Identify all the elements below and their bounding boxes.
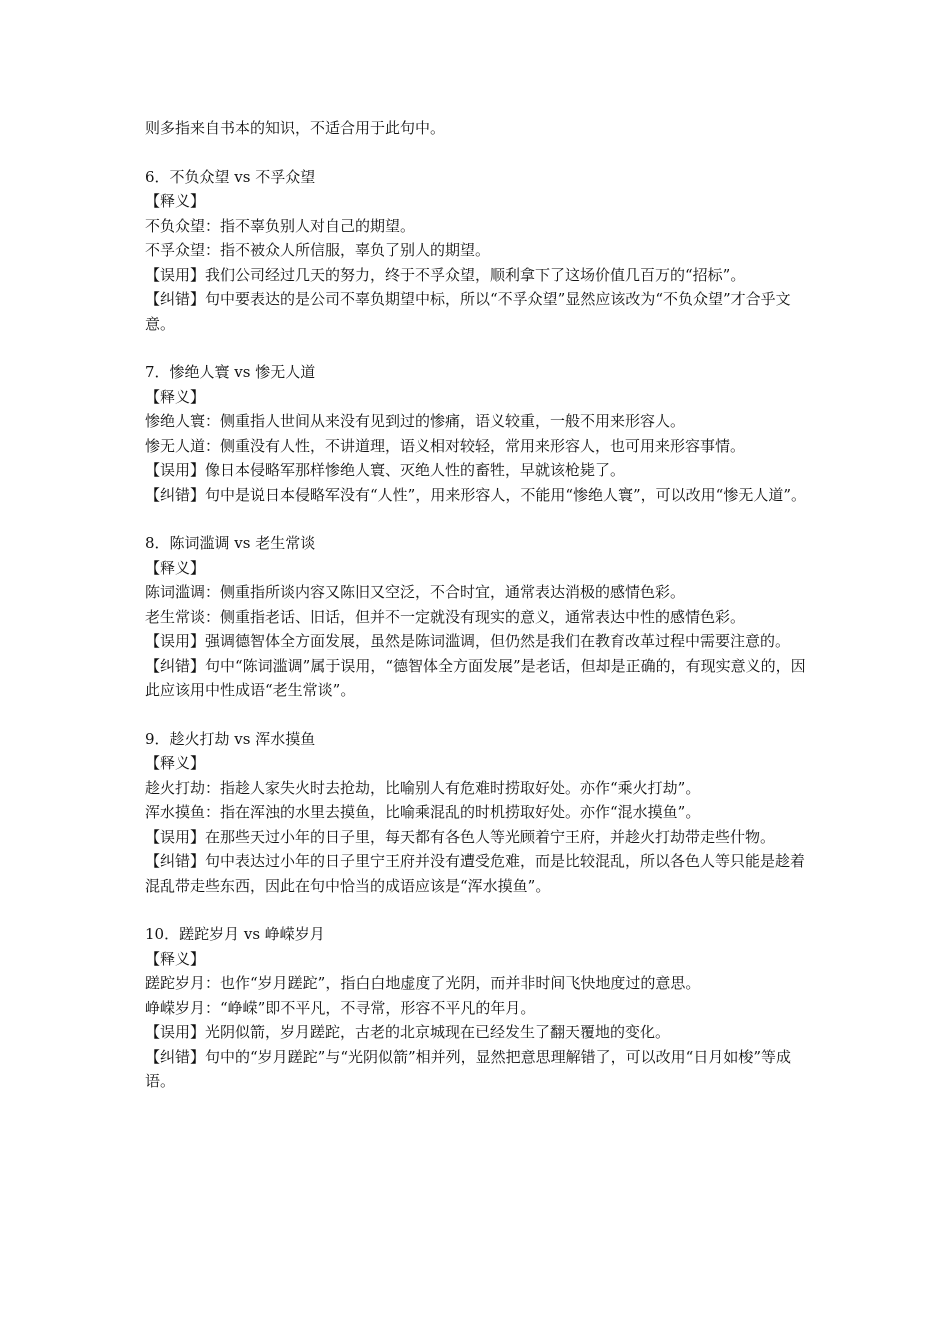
definition: 老生常谈：侧重指老话、旧话，但并不一定就没有现实的意义，通常表达中性的感情色彩。	[145, 607, 746, 626]
definition: 不负众望：指不辜负别人对自己的期望。	[145, 216, 416, 235]
spacer	[145, 898, 810, 922]
entry-10	[145, 922, 810, 1094]
misuse-example: 【误用】光阴似箭，岁月蹉跎，古老的北京城现在已经发生了翻天覆地的变化。	[145, 1023, 671, 1041]
meaning-label: 【释义】	[145, 558, 206, 577]
meaning-label: 【释义】	[145, 192, 206, 210]
entry-9	[145, 727, 810, 899]
meaning-label: 【释义】	[145, 387, 206, 406]
entry-heading: 10．蹉跎岁月 vs 峥嵘岁月	[145, 925, 325, 943]
correction-note: 【纠错】句中要表达的是公司不辜负期望中标，所以“不孚众望”显然应该改为“不负众望”才合乎文意。	[145, 290, 791, 333]
misuse-example: 【误用】强调德智体全方面发展，虽然是陈词滥调，但仍然是我们在教育改革过程中需要注意的。	[145, 632, 791, 650]
entry-8	[145, 531, 810, 703]
definition: 峥嵘岁月：“峥嵘”即不平凡，不寻常，形容不平凡的年月。	[145, 998, 536, 1017]
spacer	[145, 336, 810, 360]
meaning-label: 【释义】	[145, 754, 206, 772]
definition: 不孚众望：指不被众人所信服，辜负了别人的期望。	[145, 241, 491, 259]
misuse-example: 【误用】我们公司经过几天的努力，终于不孚众望，顺利拿下了这场价值几百万的“招标”。	[145, 265, 746, 284]
intro-text: 则多指来自书本的知识，不适合用于此句中。	[145, 119, 446, 137]
definition: 惨绝人寰：侧重指人世间从来没有见到过的惨痛，语义较重，一般不用来形容人。	[145, 412, 686, 430]
definition: 浑水摸鱼：指在浑浊的水里去摸鱼，比喻乘混乱的时机捞取好处。亦作“混水摸鱼”。	[145, 803, 701, 821]
entry-heading: 7．惨绝人寰 vs 惨无人道	[145, 363, 316, 381]
entry-heading: 6．不负众望 vs 不孚众望	[145, 167, 316, 186]
definition: 陈词滥调：侧重指所谈内容又陈旧又空泛，不合时宜，通常表达消极的感情色彩。	[145, 583, 686, 601]
spacer	[145, 703, 810, 727]
entry-7	[145, 360, 810, 507]
correction-note: 【纠错】句中表达过小年的日子里宁王府并没有遭受危难，而是比较混乱，所以各色人等只能是趁着混乱带走些东西，因此在句中恰当的成语应该是“浑水摸鱼”。	[145, 852, 806, 895]
misuse-example: 【误用】像日本侵略军那样惨绝人寰、灭绝人性的畜牲，早就该枪毙了。	[145, 461, 626, 479]
meaning-label: 【释义】	[145, 949, 206, 968]
definition: 蹉跎岁月：也作“岁月蹉跎”，指白白地虚度了光阴，而并非时间飞快地度过的意思。	[145, 974, 701, 992]
correction-note: 【纠错】句中的“岁月蹉跎”与“光阴似箭”相并列，显然把意思理解错了，可以改用“日月如梭”等成语。	[145, 1047, 792, 1090]
document-body	[145, 116, 810, 1094]
correction-note: 【纠错】句中是说日本侵略军没有“人性”，用来形容人，不能用“惨绝人寰”，可以改用“惨无人道”。	[145, 485, 807, 504]
definition: 惨无人道：侧重没有人性，不讲道理，语义相对较轻，常用来形容人，也可用来形容事情。	[145, 436, 746, 455]
entry-heading: 9．趁火打劫 vs 浑水摸鱼	[145, 729, 316, 748]
entry-heading: 8．陈词滥调 vs 老生常谈	[145, 534, 316, 552]
spacer	[145, 141, 810, 165]
spacer	[145, 507, 810, 531]
correction-note: 【纠错】句中“陈词滥调”属于误用，“德智体全方面发展”是老话，但却是正确的，有现实意义的，因此应该用中性成语“老生常谈”。	[145, 656, 806, 699]
definition: 趁火打劫：指趁人家失火时去抢劫，比喻别人有危难时捞取好处。亦作“乘火打劫”。	[145, 778, 701, 797]
misuse-example: 【误用】在那些天过小年的日子里，每天都有各色人等光顾着宁王府，并趁火打劫带走些什物。	[145, 827, 776, 846]
entry-6	[145, 165, 810, 337]
